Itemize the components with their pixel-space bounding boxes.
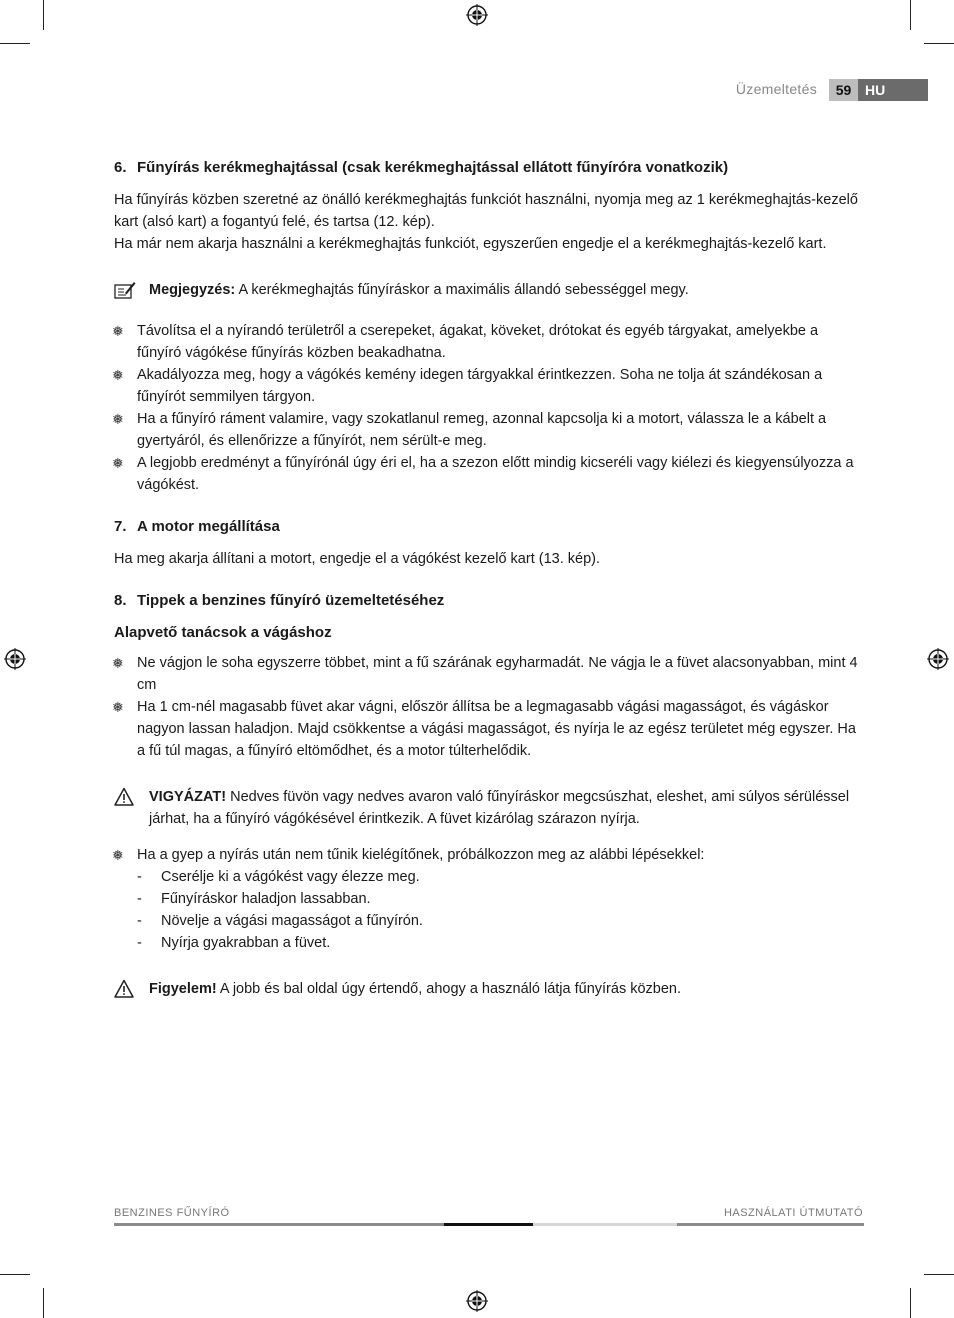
- steps-dash-list: [114, 866, 864, 954]
- note-label: Megjegyzés:: [149, 282, 236, 298]
- note-pencil-icon: [114, 280, 136, 300]
- list-item-text: Nyírja gyakrabban a füvet.: [161, 935, 331, 951]
- section-title: Tippek a benzines fűnyíró üzemeltetéséhez: [137, 592, 445, 609]
- list-item-text: Ha a gyep a nyírás után nem tűnik kielégítőnek, próbálkozzon meg az alábbi lépésekkel:: [137, 847, 705, 863]
- footer-rule: [444, 1223, 533, 1226]
- list-item: [114, 452, 864, 496]
- crop-mark: [43, 1288, 44, 1318]
- page-content: [114, 157, 864, 1000]
- crop-mark: [910, 1288, 911, 1318]
- section-8-subtitle: Alapvető tanácsok a vágáshoz: [114, 624, 332, 641]
- section-6-heading: [114, 157, 864, 179]
- attention-label: Figyelem!: [149, 981, 217, 997]
- list-item-text: A legjobb eredményt a fűnyírónál úgy éri el, ha a szezon előtt mindig kicseréli vagy kiélezi és kiegyensúlyozza a vágókést.: [137, 455, 854, 493]
- list-item-text: Ne vágjon le soha egyszerre többet, mint a fű szárának egyharmadát. Ne vágja le a füvet alacsonyabban, mint 4 cm: [137, 655, 858, 693]
- warning-label: VIGYÁZAT!: [149, 789, 227, 805]
- registration-mark-icon: [927, 648, 949, 670]
- section-6-paragraph-1: Ha fűnyírás közben szeretné az önálló kerékmeghajtás funkciót használni, nyomja meg az 1 kerékmeghajtás-kezelő kart (alsó kart) a fogantyú felé, és tartsa (12. kép).: [114, 192, 858, 230]
- registration-mark-icon: [466, 1290, 488, 1312]
- section-number: 6.: [114, 159, 127, 176]
- list-item-text: Ha a fűnyíró ráment valamire, vagy szokatlanul remeg, azonnal kapcsolja ki a motort, válassza le a kábelt a gyertyáról, és ellenőrizze a fűnyírót, nem sérült-e meg.: [137, 411, 827, 449]
- note-box: [114, 279, 864, 301]
- crop-mark: [0, 43, 30, 44]
- section-6-paragraph-2: Ha már nem akarja használni a kerékmeghajtás funkciót, egyszerűen engedje el a kerékmeghajtás-kezelő kart.: [114, 236, 827, 252]
- list-item-text: Akadályozza meg, hogy a vágókés kemény idegen tárgyakkal érintkezzen. Soha ne tolja át szándékosan a fűnyírót semmilyen tárgyon.: [137, 367, 823, 405]
- list-item: [114, 408, 864, 452]
- footer-rule: [533, 1223, 677, 1226]
- section-7-heading: [114, 516, 864, 538]
- registration-mark-icon: [466, 4, 488, 26]
- header-section-title: Üzemeltetés: [735, 81, 817, 97]
- snowflake-bullet-icon: ❅: [112, 455, 124, 471]
- crop-mark: [43, 0, 44, 30]
- snowflake-bullet-icon: ❅: [112, 411, 124, 427]
- warning-box: [114, 786, 864, 830]
- list-item: [114, 652, 864, 696]
- crop-mark: [910, 0, 911, 30]
- crop-mark: [924, 43, 954, 44]
- snowflake-bullet-icon: ❅: [112, 367, 124, 383]
- attention-text: A jobb és bal oldal úgy értendő, ahogy a használó látja fűnyírás közben.: [216, 981, 682, 997]
- list-item: - Növelje a vágási magasságot a fűnyírón.: [137, 913, 423, 929]
- list-item: - Fűnyíráskor haladjon lassabban.: [137, 891, 371, 907]
- crop-mark: [0, 1274, 30, 1275]
- footer-rule: [677, 1223, 864, 1226]
- attention-box: [114, 978, 864, 1000]
- section-number: 7.: [114, 518, 127, 535]
- language-badge: HU: [858, 79, 928, 101]
- safety-bullet-list: [114, 320, 864, 496]
- snowflake-bullet-icon: ❅: [112, 655, 124, 671]
- section-7-paragraph: Ha meg akarja állítani a motort, engedje el a vágókést kezelő kart (13. kép).: [114, 551, 601, 567]
- section-number: 8.: [114, 592, 127, 609]
- list-item-text: Cserélje ki a vágókést vagy élezze meg.: [161, 869, 420, 885]
- snowflake-bullet-icon: ❅: [112, 699, 124, 715]
- footer-rule: [114, 1223, 444, 1226]
- improvement-list: [114, 844, 864, 866]
- warning-text: Nedves füvön vagy nedves avaron való fűnyíráskor megcsúszhat, eleshet, ami súlyos sérüléssel járhat, ha a fűnyíró vágókésével érintkezik. A füvet kizárólag szárazon nyírja.: [149, 789, 850, 827]
- list-item-text: Fűnyíráskor haladjon lassabban.: [161, 891, 371, 907]
- section-8-heading: [114, 590, 864, 612]
- registration-mark-icon: [4, 648, 26, 670]
- list-item-text: Távolítsa el a nyírandó területről a cserepeket, ágakat, köveket, drótokat és egyéb tárgyakat, amelyekbe a fűnyíró vágókése fűnyírás közben beakadhatna.: [137, 323, 819, 361]
- page-number: 59: [829, 79, 858, 101]
- section-title: Fűnyírás kerékmeghajtással (csak kerékmeghajtással ellátott fűnyíróra vonatkozik): [137, 159, 729, 176]
- list-item: - Cserélje ki a vágókést vagy élezze meg.: [137, 869, 420, 885]
- list-item: [114, 364, 864, 408]
- crop-mark: [924, 1274, 954, 1275]
- note-text: A kerékmeghajtás fűnyíráskor a maximális állandó sebességgel megy.: [235, 282, 689, 298]
- list-item: [114, 320, 864, 364]
- list-item-text: Növelje a vágási magasságot a fűnyírón.: [161, 913, 423, 929]
- snowflake-bullet-icon: ❅: [112, 847, 124, 863]
- cutting-tips-list: [114, 652, 864, 762]
- warning-triangle-icon: [114, 787, 136, 807]
- list-item: - Nyírja gyakrabban a füvet.: [137, 935, 331, 951]
- footer-product-name: BENZINES FŰNYÍRÓ: [114, 1207, 230, 1219]
- snowflake-bullet-icon: ❅: [112, 323, 124, 339]
- list-item: [114, 696, 864, 762]
- footer-document-title: HASZNÁLATI ÚTMUTATÓ: [723, 1207, 863, 1219]
- section-title: A motor megállítása: [137, 518, 280, 535]
- list-item: [114, 844, 864, 866]
- list-item-text: Ha 1 cm-nél magasabb füvet akar vágni, először állítsa be a legmagasabb vágási magasságot, és vágáskor nagyon lassan haladjon. Majd csökkentse a vágási magasságot, és nyírja le az egész területet még egyszer. Ha a fű túl magas, a fűnyíró eltömődhet, és a motor túlterhelődik.: [137, 699, 856, 759]
- warning-triangle-icon: [114, 979, 136, 999]
